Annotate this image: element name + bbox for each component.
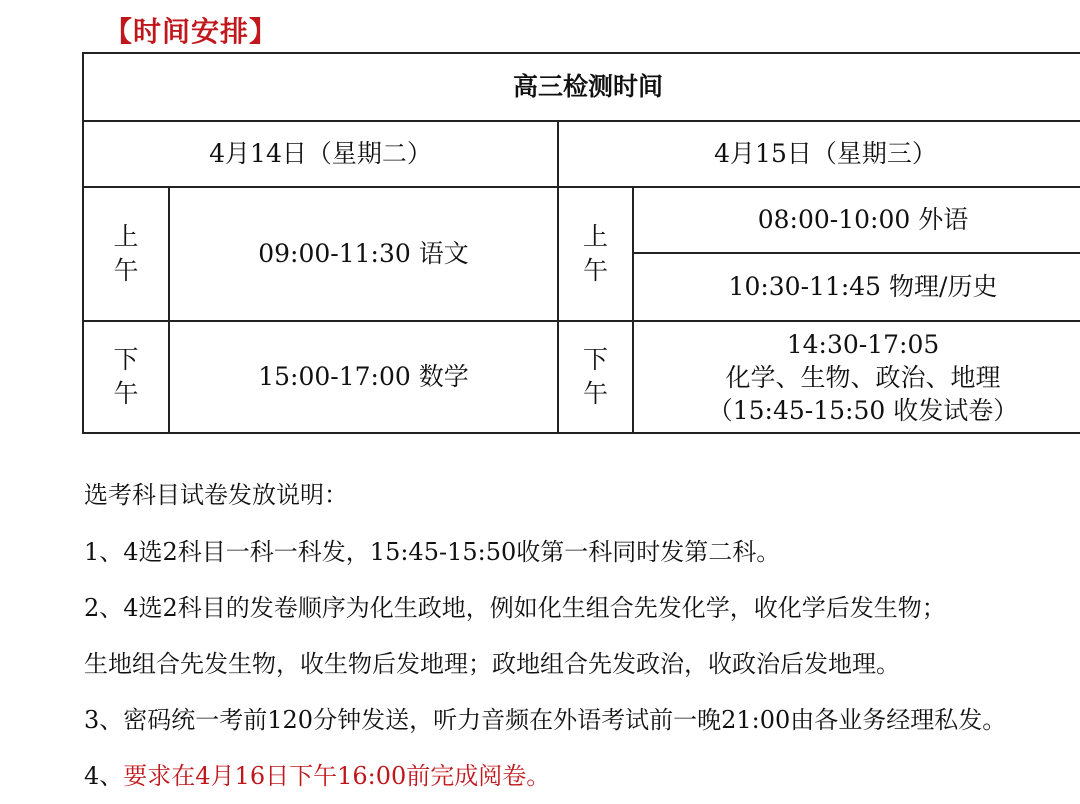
day1-am-exam: 09:00-11:30 语文 [169,187,558,321]
notes-section [84,466,1080,804]
day2-pm-note: （15:45-15:50 收发试卷） [707,395,1019,425]
note-item-2: 2、4选2科目的发卷顺序为化生政地，例如化生组合先发化学，收化学后发生物； [84,594,946,622]
day2-pm-time: 14:30-17:05 [786,329,940,359]
note-item-1: 1、4选2科目一科一科发，15:45-15:50收第一科同时发第二科。 [84,538,781,566]
note-item-4 [84,748,1080,804]
day1-am-label: 上 午 [83,187,169,321]
day2-am-exam-2: 10:30-11:45 物理/历史 [633,253,1080,321]
exam-schedule-table [82,52,1080,434]
note-item-4-prefix: 4、 [84,762,124,790]
day1-date: 4月14日（星期二） [83,121,558,187]
day2-date: 4月15日（星期三） [558,121,1080,187]
table-title: 高三检测时间 [83,53,1080,121]
day1-pm-label: 下 午 [83,321,169,433]
day2-am-label: 上 午 [558,187,633,321]
note-item-3: 3、密码统一考前120分钟发送，听力音频在外语考试前一晚21:00由各业务经理私发。 [84,706,1007,734]
note-item-2-continued: 生地组合先发生物，收生物后发地理；政地组合先发政治，收政治后发地理。 [84,650,900,678]
day2-pm-label: 下 午 [558,321,633,433]
notes-heading: 选考科目试卷发放说明： [84,481,348,509]
day2-pm-exam [633,321,1080,433]
note-item-4-deadline: 要求在4月16日下午16:00前完成阅卷。 [123,762,551,790]
day2-pm-subjects: 化学、生物、政治、地理 [725,362,1001,392]
section-title: 【时间安排】 [104,15,279,48]
day1-pm-exam: 15:00-17:00 数学 [169,321,558,433]
day2-am-exam-1: 08:00-10:00 外语 [633,187,1080,253]
